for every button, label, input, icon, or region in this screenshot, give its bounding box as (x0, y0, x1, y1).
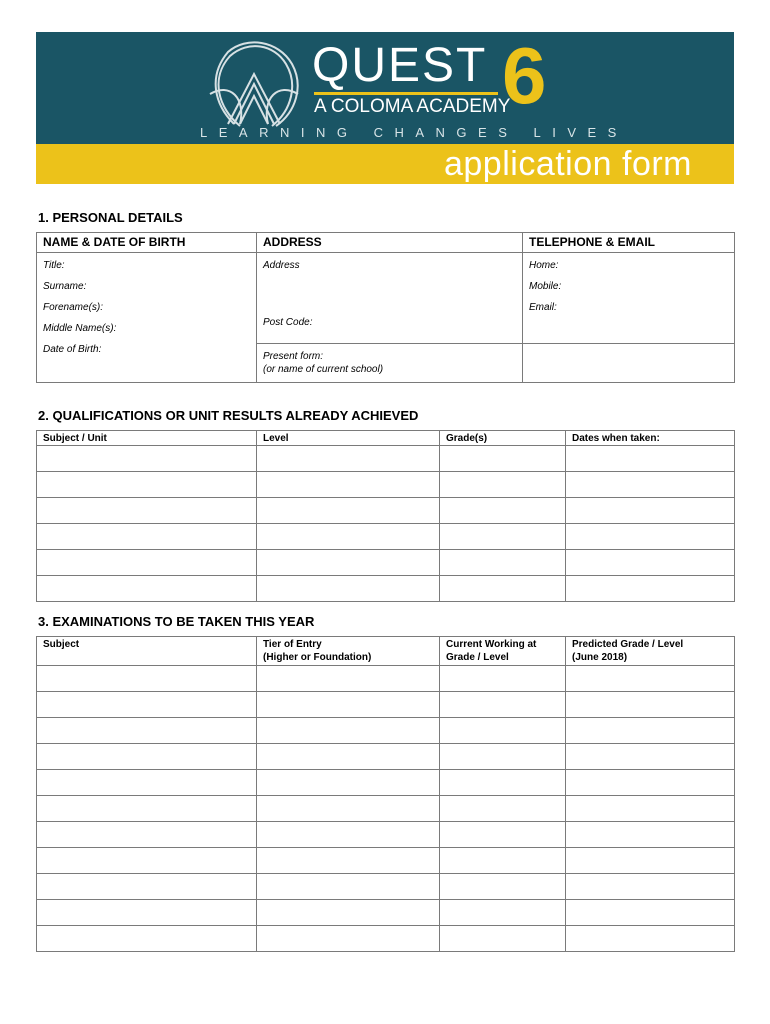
table-cell[interactable] (440, 576, 566, 602)
table-cell[interactable] (440, 770, 566, 796)
middle-name-label: Middle Name(s): (43, 323, 117, 334)
section-heading-qualifications: 2. QUALIFICATIONS OR UNIT RESULTS ALREADY ACHIEVED (38, 408, 419, 423)
table-cell[interactable] (566, 822, 735, 848)
table-cell[interactable] (37, 472, 257, 498)
table-cell[interactable] (37, 692, 257, 718)
table-cell[interactable] (37, 550, 257, 576)
table-row (37, 900, 735, 926)
personal-details-table (36, 232, 735, 383)
column-header: Subject (37, 637, 257, 666)
table-cell[interactable] (566, 576, 735, 602)
table-cell[interactable] (566, 848, 735, 874)
table-row (37, 666, 735, 692)
form-title: application form (443, 145, 692, 183)
table-cell[interactable] (257, 770, 440, 796)
table-cell[interactable] (440, 550, 566, 576)
table-cell[interactable] (37, 926, 257, 952)
table-cell[interactable] (440, 692, 566, 718)
dob-label: Date of Birth: (43, 344, 102, 355)
qualifications-table (36, 430, 735, 602)
table-row (37, 848, 735, 874)
column-header: TELEPHONE & EMAIL (523, 233, 735, 253)
present-form-hint: (or name of current school) (263, 364, 384, 375)
mobile-label: Mobile: (529, 281, 562, 292)
present-form-label: Present form: (263, 351, 324, 362)
table-row (37, 550, 735, 576)
table-row (37, 744, 735, 770)
table-row (37, 796, 735, 822)
table-cell[interactable] (566, 524, 735, 550)
header-banner (36, 32, 734, 184)
table-cell[interactable] (566, 472, 735, 498)
table-cell[interactable] (440, 498, 566, 524)
table-cell[interactable] (566, 550, 735, 576)
table-cell[interactable] (257, 796, 440, 822)
table-cell[interactable] (566, 446, 735, 472)
table-cell[interactable] (440, 796, 566, 822)
forename-label: Forename(s): (43, 302, 104, 313)
section-heading-personal: 1. PERSONAL DETAILS (38, 210, 183, 225)
table-cell[interactable] (440, 874, 566, 900)
table-cell[interactable] (566, 718, 735, 744)
table-cell[interactable] (37, 874, 257, 900)
table-row (37, 822, 735, 848)
table-cell[interactable] (37, 524, 257, 550)
table-row (37, 692, 735, 718)
column-header: Dates when taken: (566, 431, 735, 446)
brand-number: 6 (502, 31, 547, 120)
table-cell[interactable] (440, 718, 566, 744)
table-cell[interactable] (37, 498, 257, 524)
table-cell[interactable] (257, 666, 440, 692)
contact-cell[interactable] (523, 253, 735, 344)
table-cell[interactable] (37, 770, 257, 796)
table-row (37, 524, 735, 550)
blank-cell[interactable] (523, 344, 735, 383)
table-cell[interactable] (566, 770, 735, 796)
table-cell[interactable] (440, 446, 566, 472)
present-form-cell[interactable] (257, 344, 523, 383)
column-header: Tier of Entry (Higher or Foundation) (257, 637, 440, 666)
column-header: Predicted Grade / Level (June 2018) (566, 637, 735, 666)
table-cell[interactable] (37, 718, 257, 744)
table-row (37, 718, 735, 744)
table-cell[interactable] (257, 744, 440, 770)
table-row (37, 498, 735, 524)
table-cell[interactable] (37, 446, 257, 472)
table-row (37, 576, 735, 602)
table-cell[interactable] (566, 926, 735, 952)
brand-subtitle: A COLOMA ACADEMY (314, 96, 511, 117)
table-row (37, 926, 735, 952)
table-cell[interactable] (257, 576, 440, 602)
column-header: Current Working at Grade / Level (440, 637, 566, 666)
table-cell[interactable] (37, 822, 257, 848)
table-cell[interactable] (440, 848, 566, 874)
table-cell[interactable] (37, 796, 257, 822)
column-header: ADDRESS (257, 233, 523, 253)
table-cell[interactable] (440, 900, 566, 926)
examinations-table (36, 636, 735, 952)
table-cell[interactable] (566, 874, 735, 900)
home-phone-label: Home: (529, 260, 559, 271)
table-row (37, 770, 735, 796)
table-cell[interactable] (257, 926, 440, 952)
table-cell[interactable] (566, 498, 735, 524)
table-cell[interactable] (566, 744, 735, 770)
table-cell[interactable] (440, 472, 566, 498)
table-cell[interactable] (566, 666, 735, 692)
table-cell[interactable] (440, 524, 566, 550)
table-cell[interactable] (257, 524, 440, 550)
table-row (37, 874, 735, 900)
brand-name: QUEST (312, 39, 488, 92)
table-cell[interactable] (37, 900, 257, 926)
column-header: Level (257, 431, 440, 446)
address-cell[interactable] (257, 253, 523, 344)
table-cell[interactable] (257, 550, 440, 576)
section-heading-exams: 3. EXAMINATIONS TO BE TAKEN THIS YEAR (38, 614, 315, 629)
table-cell[interactable] (440, 926, 566, 952)
surname-label: Surname: (43, 281, 87, 292)
table-cell[interactable] (257, 498, 440, 524)
table-cell[interactable] (566, 796, 735, 822)
column-header: NAME & DATE OF BIRTH (37, 233, 257, 253)
table-cell[interactable] (257, 822, 440, 848)
title-label: Title: (43, 260, 65, 271)
table-cell[interactable] (257, 446, 440, 472)
tagline: LEARNING CHANGES LIVES (200, 125, 628, 140)
table-cell[interactable] (440, 744, 566, 770)
address-label: Address (263, 260, 300, 271)
table-cell[interactable] (257, 848, 440, 874)
table-row (37, 446, 735, 472)
table-cell[interactable] (566, 900, 735, 926)
table-cell[interactable] (257, 718, 440, 744)
table-cell[interactable] (37, 576, 257, 602)
postcode-label: Post Code: (263, 317, 313, 328)
table-cell[interactable] (440, 666, 566, 692)
academy-logo-icon (200, 38, 308, 130)
table-cell[interactable] (566, 692, 735, 718)
table-cell[interactable] (37, 666, 257, 692)
column-header: Subject / Unit (37, 431, 257, 446)
table-cell[interactable] (257, 472, 440, 498)
table-cell[interactable] (37, 744, 257, 770)
table-cell[interactable] (257, 874, 440, 900)
table-row (37, 472, 735, 498)
table-cell[interactable] (440, 822, 566, 848)
table-cell[interactable] (37, 848, 257, 874)
table-cell[interactable] (257, 692, 440, 718)
name-cell[interactable] (37, 253, 257, 383)
brand-underline (314, 92, 498, 95)
column-header: Grade(s) (440, 431, 566, 446)
table-cell[interactable] (257, 900, 440, 926)
email-label: Email: (529, 302, 557, 313)
